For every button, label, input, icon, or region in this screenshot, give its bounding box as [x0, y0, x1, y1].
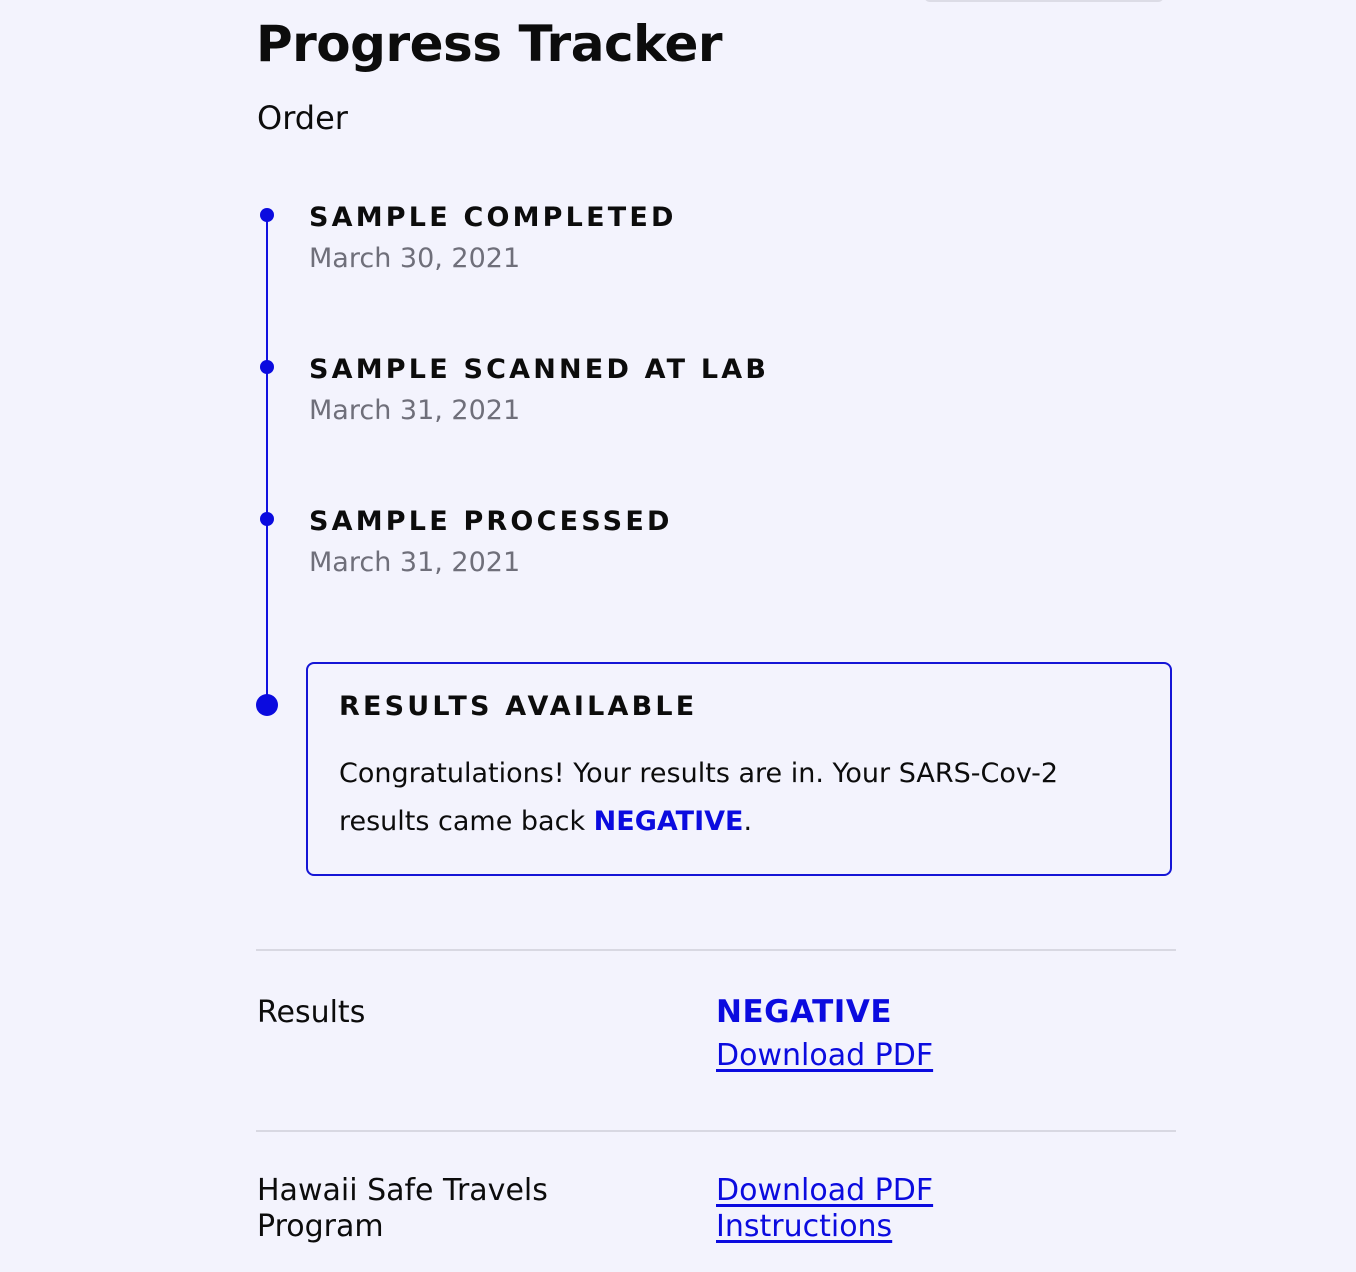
- step-date: March 30, 2021: [309, 243, 521, 274]
- timeline-step-processed: [309, 505, 673, 581]
- results-message: [339, 750, 1140, 846]
- results-row-value: [716, 992, 933, 1074]
- hawaii-program-links: [716, 1173, 933, 1245]
- results-available-title: RESULTS AVAILABLE: [339, 691, 698, 722]
- step-date: March 31, 2021: [309, 547, 521, 578]
- timeline-dot-results: [256, 694, 278, 716]
- step-label: SAMPLE PROCESSED: [309, 506, 673, 537]
- step-date: March 31, 2021: [309, 395, 521, 426]
- step-label: SAMPLE COMPLETED: [309, 202, 677, 233]
- order-subtitle: Order: [257, 99, 348, 137]
- download-hawaii-pdf-link[interactable]: Download PDF: [716, 1173, 934, 1208]
- timeline-dot-scanned: [260, 360, 274, 374]
- download-results-pdf-link[interactable]: Download PDF: [716, 1038, 934, 1073]
- results-message-text: Congratulations! Your results are in. Your SARS-Cov-2 results came back: [339, 758, 1059, 837]
- timeline-line: [266, 215, 268, 705]
- divider-results: [256, 949, 1176, 951]
- hawaii-instructions-link[interactable]: Instructions: [716, 1209, 893, 1244]
- timeline-step-scanned: [309, 353, 769, 429]
- page-title: Progress Tracker: [256, 15, 723, 73]
- results-message-end: .: [743, 806, 753, 837]
- timeline-dot-completed: [260, 208, 274, 222]
- results-status-negative: NEGATIVE: [716, 994, 892, 1030]
- results-negative-inline: NEGATIVE: [593, 806, 744, 837]
- results-row-label: Results: [257, 995, 366, 1030]
- results-available-card: [306, 662, 1172, 876]
- step-label: SAMPLE SCANNED AT LAB: [309, 354, 770, 385]
- timeline-step-completed: [309, 201, 677, 277]
- divider-hawaii: [256, 1130, 1176, 1132]
- timeline-dot-processed: [260, 512, 274, 526]
- hawaii-program-label: Hawaii Safe Travels Program: [257, 1173, 548, 1244]
